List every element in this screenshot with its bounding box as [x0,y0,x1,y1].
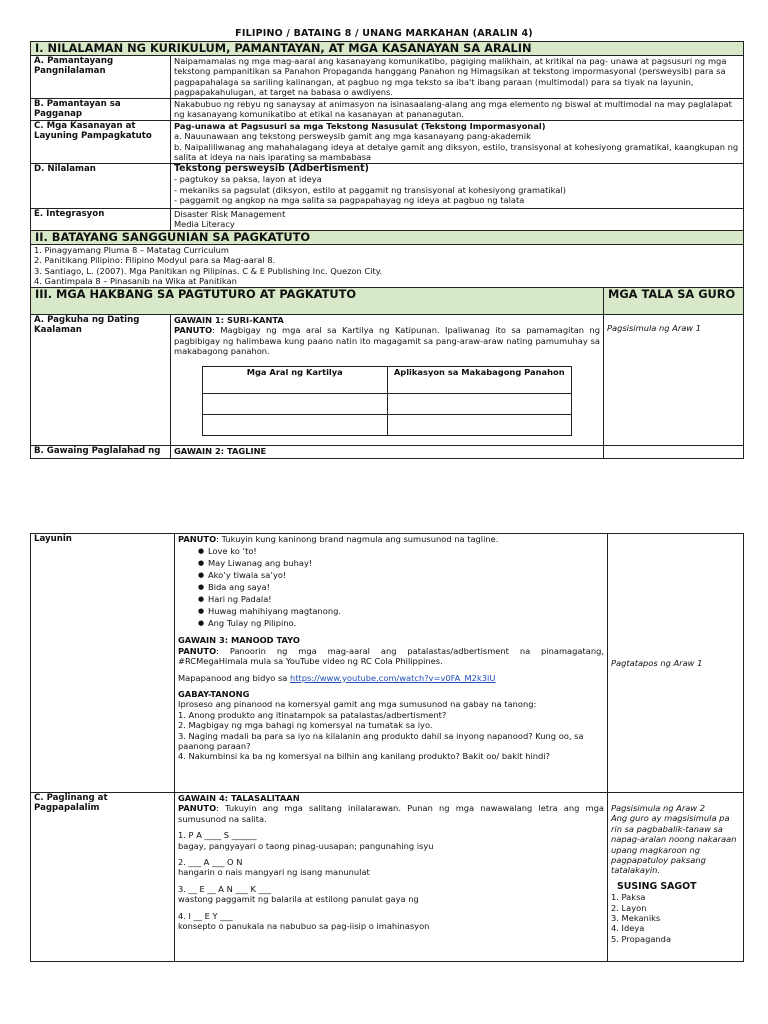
kartilya-table [202,366,572,436]
row-pamantayan-sa-pagganap [31,99,744,121]
talasalitaan-def: hangarin o nais mangyari ng isang manunulat [178,867,370,878]
row-label: A. Pamantayang Pangnilalaman [31,56,171,99]
row-layunin [31,534,744,793]
row-label: A. Pagkuha ng Dating Kaalaman [31,314,171,445]
talasalitaan-blank: 4. I __ E Y ___ [178,910,233,921]
row-line: a. Nauunawaan ang tekstong persweysib gamit ang mga kasanayang pang-akademik [174,131,531,142]
row-pagkuha-ng-dating-kaalaman [31,314,744,445]
note-text: Ang guro ay magsisimula pa rin sa pagbabalik-tanaw sa napag-aralan noong nakaraan upang magkaroon ng pagpapatuloy paksang tatalakayin. [611,813,737,876]
panuto-text: : Tukuyin ang mga salitang inilalarawan. Punan ng mga nawawalang letra ang mga sumusunod na salita. [178,803,604,824]
talasalitaan-blank: 3. __ E __ A N ___ K ___ [178,883,272,894]
row-label: B. Gawaing Paglalahad ng [31,445,171,458]
tagline-item: ● May Liwanag ang buhay! [178,557,604,569]
row-content [171,209,744,231]
kartilya-cell[interactable] [203,394,388,415]
panuto-label: PANUTO [178,534,217,544]
section3-heading: III. MGA HAKBANG SA PAGTUTURO AT PAGKATUTO [31,287,604,314]
panuto-text: : Tukuyin kung kaninong brand nagmula ang sumusunod na tagline. [216,534,499,544]
lesson-plan-table-page1 [30,41,744,459]
panuto-text: : Panoorin ng mga mag-aaral ang patalastas/adbertisment na pinamagatang, #RCMegaHimala mula sa YouTube video ng RC Cola Philippines. [178,645,604,667]
talasalitaan-def: konsepto o panukala na nabubuo sa pag-iisip o imahinasyon [178,921,430,932]
row-gawaing-paglalahad [31,445,744,458]
reference-item: 3. Santiago, L. (2007). Mga Panitikan ng Pilipinas. C & E Publishing Inc. Quezon City. [34,265,383,276]
lesson-plan-table-page2 [30,533,744,962]
row-content [171,121,744,164]
answer-item: 3. Mekaniks [611,913,661,924]
tagline-item: ● Love ko ’to! [178,545,604,557]
panuto [178,646,604,667]
kartilya-input-row [203,394,572,415]
teacher-note: Pagtatapos ng Araw 1 [608,534,744,793]
aplikasyon-header: Aplikasyon sa Makabagong Panahon [387,367,572,394]
panuto-label: PANUTO [178,645,217,656]
row-label: C. Paglinang at Pagpapalalim [31,793,175,962]
reference-item: 4. Gantimpala 8 – Pinasanib na Wika at Panitikan [34,276,237,287]
panuto-text: : Magbigay ng mga aral sa Kartilya ng Katipunan. Ipaliwanag ito sa pamamagitan ng pagbibigay ng halimbawa kung paano natin ito magagamit sa pang-araw-araw nating pamumuhay sa makabagong panahon. [174,325,600,357]
row-content [171,164,744,209]
row-line: Disaster Risk Management [174,209,286,219]
panuto-label: PANUTO [178,803,217,814]
gawain-title: GAWAIN 4: TALASALITAAN [178,793,300,803]
row-pamantayang-pangnilalaman [31,56,744,99]
row-content [171,314,604,445]
question-item: 2. Magbigay ng mga bahagi ng komersyal na tumatak sa iyo. [178,720,433,731]
row-line: Media Literacy [174,219,235,230]
row-integrasyon [31,209,744,231]
question-item: 1. Anong produkto ang itinatampok sa patalastas/adbertisment? [178,709,447,720]
answer-item: 5. Propaganda [611,933,672,944]
row-line: - mekaniks sa pagsulat (diksyon, estilo at paggamit ng transisyonal at kohesiyong gramatikal) [174,184,566,195]
kartilya-header: Mga Aral ng Kartilya [203,367,388,394]
tagline-item: ● Bida ang saya! [178,581,604,593]
answer-item: 4. Ideya [611,923,645,934]
row-content [175,793,608,962]
aplikasyon-cell[interactable] [387,394,572,415]
row-content [175,534,608,793]
talasalitaan-def: wastong paggamit ng balarila at estilong panulat gaya ng [178,894,419,905]
tagline-item: ● Ako’y tiwala sa’yo! [178,569,604,581]
row-label: Layunin [31,534,175,793]
question-item: 3. Naging madali ba para sa iyo na kilalanin ang produkto dahil sa inyong napanood? Kung oo, sa paanong paraan? [178,730,584,752]
kartilya-header-row [203,367,572,394]
section3-header [31,287,744,314]
talasalitaan-blank: 1. P A ____ S ______ [178,830,257,841]
section2-header [31,230,744,244]
tagline-item: ● Huwag mahihiyang magtanong. [178,605,604,617]
panuto-label: PANUTO [174,325,213,336]
panuto [174,325,600,356]
section2-heading: II. BATAYANG SANGGUNIAN SA PAGKATUTO [31,230,744,244]
answer-item: 2. Layon [611,902,647,913]
row-subheading: Pag-unawa at Pagsusuri sa mga Tekstong Nasusulat (Tekstong Impormasyonal) [174,121,546,131]
panuto [178,803,604,824]
tagline-list [178,545,604,629]
section1-heading: I. NILALAMAN NG KURIKULUM, PAMANTAYAN, AT MGA KASANAYAN SA ARALIN [31,42,744,56]
aplikasyon-cell[interactable] [387,415,572,436]
question-item: 4. Nakumbinsi ka ba ng komersyal na bilhin ang kanilang produkto? Bakit oo/ bakit hindi? [178,751,551,762]
row-text: Nakabubuo ng rebyu ng sanaysay at animasyon na isinasaalang-alang ang mga elemento ng biswal at multimodal na may paglalapat ng kasanayang komunikatibo at etikal na kasanayan at pananagutan. [171,99,744,121]
kartilya-input-row [203,415,572,436]
row-line: b. Naipaliliwanag ang mahahalagang ideya at detalye gamit ang diksyon, estilo, transisyonal at kohesiyong gramatikal, kaangkupan ng salita at ideya na nais iparating sa mambabasa [174,141,739,163]
row-line: - pagtukoy sa paksa, layon at ideya [174,174,322,185]
gabay-intro: Iproseso ang pinanood na komersyal gamit ang mga sumusunod na gabay na tanong: [178,699,537,710]
tagline-item: ● Hari ng Padala! [178,593,604,605]
talasalitaan-blank: 2. ___ A ___ O N [178,857,243,868]
row-subheading: Tekstong persweysib (Adbertisment) [174,163,369,174]
video-text: Mapapanood ang bidyo sa [178,672,291,683]
row-label: E. Integrasyon [31,209,171,231]
tagline-item: ● Ang Tulay ng Pilipino. [178,617,604,629]
teacher-notes [608,793,744,962]
row-label: D. Nilalaman [31,164,171,209]
document-title: FILIPINO / BATAING 8 / UNANG MARKAHAN (ARALIN 4) [235,28,533,39]
section1-header [31,42,744,56]
gawain-title: GAWAIN 2: TAGLINE [171,445,604,458]
answers-heading: SUSING SAGOT [617,880,697,892]
video-link[interactable]: https://www.youtube.com/watch?v=v0FA_M2k3lU [290,672,496,683]
row-line: - paggamit ng angkop na mga salita sa pagpapahayag ng ideya at pagbuo ng talata [174,195,525,206]
video-line [178,673,604,683]
references-list [31,244,744,287]
reference-item: 2. Panitikang Pilipino: Filipino Modyul para sa Mag-aaral 8. [34,255,276,266]
row-paglinang [31,793,744,962]
row-label: C. Mga Kasanayan at Layuning Pampagkatuto [31,121,171,164]
gabay-heading: GABAY-TANONG [178,689,250,700]
panuto [178,534,604,544]
row-label: B. Pamantayan sa Pagganap [31,99,171,121]
teacher-note-empty [604,445,744,458]
gawain-title: GAWAIN 3: MANOOD TAYO [178,635,300,646]
notes-heading: MGA TALA SA GURO [604,287,744,314]
references-row [31,244,744,287]
note-start: Pagsisimula ng Araw 2 [611,803,706,813]
answer-item: 1. Paksa [611,892,646,903]
row-nilalaman [31,164,744,209]
reference-item: 1. Pinagyamang Pluma 8 – Matatag Curriculum [34,244,230,255]
row-text: Naipamamalas ng mga mag-aaral ang kasanayang komunikatibo, pagiging malikhain, at kritikal na pag- unawa at pagsusuri ng mga tekstong pampanitikan sa Panahon Propaganda hanggang Panahon ng Himagsikan at tekstong impormasyonal (persweysib) para sa pagpapahalaga sa sariling kalinangan, at pagbuo ng mga teksto sa iba't ibang paraan (multimodal) para sa tiyak na layunin, pagpapakahulugan, at target na babasa o awdiyens. [171,56,744,99]
kartilya-cell[interactable] [203,415,388,436]
row-kasanayan [31,121,744,164]
teacher-note: Pagsisimula ng Araw 1 [604,314,744,445]
gawain-title: GAWAIN 1: SURI-KANTA [174,314,284,325]
talasalitaan-def: bagay, pangyayari o taong pinag-uusapan; pangunahing isyu [178,840,434,851]
